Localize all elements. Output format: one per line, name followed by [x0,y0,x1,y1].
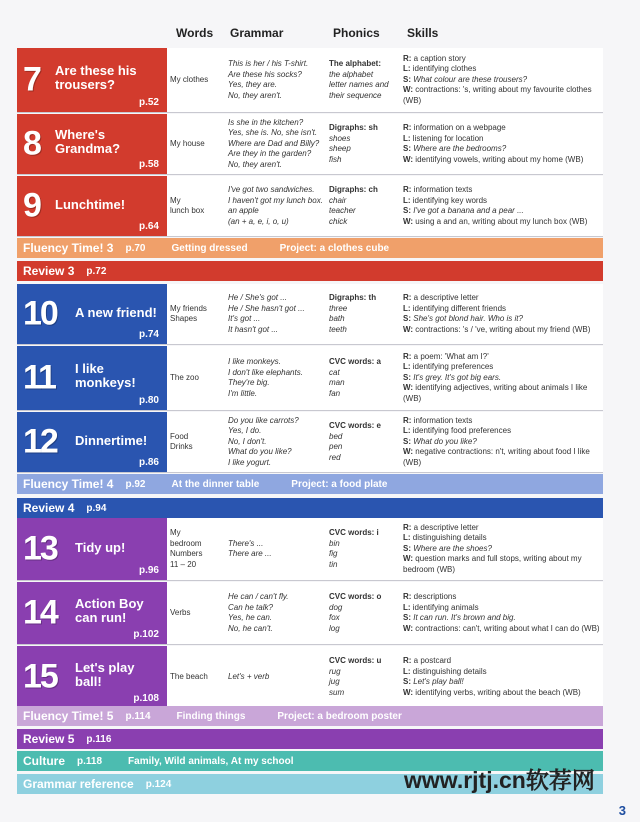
cell-line: Drinks [170,442,193,451]
section-band[interactable] [17,261,603,281]
cell-line: No, he can't. [228,623,273,633]
unit-title: Dinnertime! [75,432,148,448]
section-band[interactable] [17,498,603,518]
cell-line: teeth [329,324,347,334]
cell-line: R: a poem: 'What am I?' [403,351,489,361]
cell-line: W: negative contractions: n't, writing about food I like (WB) [403,447,590,467]
band-label: Review 5 [23,732,75,746]
section-band[interactable] [17,729,603,749]
cell-line: fox [329,613,340,622]
cell-line: S: Let's play ball! [403,677,464,686]
cell-line: I'm little. [228,388,258,398]
cell-line: S: What do you like? [403,436,477,446]
unit-page: p.108 [133,693,159,704]
cell-line: I haven't got my lunch box. [228,195,323,205]
phonics-cell [329,114,401,174]
cell-line: W: contractions: 's, writing about my favourite clothes (WB) [403,85,592,105]
unit-number: 14 [23,593,57,632]
unit-title-block[interactable] [17,284,167,344]
phonics-heading: Digraphs: sh [329,123,378,132]
cell-line: S: Where are the shoes? [403,543,492,553]
cell-line: L: listening for location [403,133,484,143]
band-page: p.70 [125,242,146,254]
cell-line: (an + a, e, i, o, u) [228,216,289,226]
words-cell [170,346,226,410]
cell-line: L: identifying clothes [403,64,477,74]
cell-line: tin [329,559,338,569]
cell-line: Is she in the kitchen? [228,117,304,127]
unit-number: 9 [23,186,40,225]
unit-title-block[interactable] [17,646,167,708]
phonics-cell [329,646,401,708]
unit-page: p.102 [133,629,159,640]
cell-line: R: a descriptive letter [403,522,479,532]
unit-title: Tidy up! [75,539,126,555]
band-label: Fluency Time! 3 [23,241,114,255]
words-cell [170,582,226,644]
unit-row [17,48,603,113]
band-project: Project: a food plate [291,478,388,490]
cell-line: bath [329,314,345,323]
cell-line: L: identifying animals [403,602,479,612]
band-label: Culture [23,754,65,768]
phonics-heading: Digraphs: ch [329,185,378,194]
cell-line: I've got two sandwiches. [228,185,315,194]
band-page: p.116 [86,733,112,745]
phonics-cell [329,176,401,236]
unit-row [17,412,603,473]
cell-line: It's got ... [228,314,261,323]
unit-number: 7 [23,60,40,99]
band-label: Grammar reference [23,777,134,791]
words-cell [170,518,226,580]
unit-row [17,518,603,581]
cell-line: S: What colour are these trousers? [403,74,528,84]
cell-line: I don't like elephants. [228,367,303,377]
skills-cell [403,176,603,236]
cell-line: W: using a and an, writing about my lunch box (WB) [403,216,588,226]
cell-line: Food [170,431,189,441]
cell-line: sheep [329,144,351,153]
unit-row [17,284,603,345]
cell-line: Verbs [170,607,191,617]
unit-row [17,176,603,237]
cell-line: pen [329,442,343,451]
cell-line: L: distinguishing details [403,533,487,543]
unit-row [17,114,603,175]
header-phonics: Phonics [333,26,380,40]
cell-line: teacher [329,206,356,215]
unit-title-block[interactable] [17,518,167,580]
cell-line: No, I don't. [228,436,267,446]
skills-cell [403,646,603,708]
band-label: Fluency Time! 5 [23,709,114,723]
band-page: p.118 [77,755,103,767]
cell-line: No, they aren't. [228,90,282,100]
words-cell [170,646,226,708]
band-project: Project: a bedroom poster [277,710,402,722]
skills-cell [403,114,603,174]
cell-line: Yes, he can. [228,613,273,622]
cell-line: The beach [170,671,208,681]
cell-line: L: identifying preferences [403,362,494,372]
cell-line: R: descriptions [403,592,457,601]
cell-line: No, they aren't. [228,159,282,169]
header-words: Words [176,26,214,40]
skills-cell [403,518,603,580]
grammar-cell [226,412,328,472]
unit-row [17,646,603,709]
skills-cell [403,412,603,472]
skills-cell [403,582,603,644]
cell-line: My [170,528,181,537]
cell-line: S: Where are the bedrooms? [403,144,507,153]
grammar-cell [226,346,328,410]
band-label: Review 3 [23,264,75,278]
cell-line: My [170,195,181,205]
band-page: p.72 [86,265,107,277]
cell-line: Where are Dad and Billy? [228,138,320,148]
cell-line: I like monkeys. [228,357,281,366]
cell-line: The zoo [170,372,199,382]
phonics-heading: CVC words: o [329,592,382,601]
phonics-heading: Digraphs: th [329,293,377,302]
unit-title: I like monkeys! [75,360,136,390]
skills-cell [403,284,603,344]
cell-line: R: a postcard [403,656,452,665]
cell-line: W: contractions: can't, writing about what I can do (WB) [403,623,600,633]
phonics-cell [329,412,401,472]
unit-title-block[interactable] [17,412,167,472]
cell-line: My house [170,138,205,148]
cell-line: R: information on a webpage [403,123,506,132]
cell-line: R: a caption story [403,53,466,63]
phonics-heading: CVC words: i [329,528,379,537]
cell-line: W: identifying adjectives, writing about animals I like (WB) [403,383,588,403]
cell-line: lunch box [170,206,205,215]
band-page: p.124 [145,778,172,790]
unit-title: Lunchtime! [55,196,126,212]
cell-line: Are these his socks? [228,69,302,79]
unit-page: p.64 [138,221,159,232]
unit-number: 10 [23,294,57,333]
cell-line: My clothes [170,74,209,84]
cell-line: He can / can't fly. [228,592,289,601]
cell-line: red [329,452,341,462]
band-topic: Finding things [176,710,246,722]
cell-line: Are they in the garden? [228,149,312,159]
unit-title-block[interactable] [17,346,167,410]
unit-page: p.96 [138,565,159,576]
words-cell [170,114,226,174]
cell-line: W: question marks and full stops, writing about my bedroom (WB) [403,554,582,574]
phonics-heading: CVC words: e [329,421,382,430]
cell-line: man [329,378,345,387]
cell-line: W: contractions: 's / 've, writing about my friend (WB) [403,324,591,334]
band-label: Fluency Time! 4 [23,477,114,491]
cell-line: He / She hasn't got ... [228,303,305,313]
cell-line: their sequence [329,90,382,100]
cell-line: S: It can run. It's brown and big. [403,613,516,622]
band-project: Project: a clothes cube [279,242,390,254]
cell-line: What do you like? [228,447,292,457]
cell-line: L: distinguishing details [403,666,487,676]
section-band[interactable] [17,238,603,258]
grammar-cell [226,114,328,174]
phonics-cell [329,48,401,112]
words-cell [170,284,226,344]
cell-line: cat [329,367,340,377]
phonics-cell [329,582,401,644]
band-page: p.114 [125,710,151,722]
cell-line: chair [329,195,347,205]
cell-line: Yes, I do. [228,426,262,436]
unit-title: Let's play ball! [75,659,135,689]
cell-line: W: identifying vowels, writing about my home (WB) [403,154,584,164]
section-band[interactable] [17,706,603,726]
unit-number: 15 [23,657,57,696]
cell-line: fig [329,549,338,558]
words-cell [170,48,226,112]
phonics-heading: The alphabet: [329,59,382,68]
cell-line: Shapes [170,314,198,323]
band-topic: Family, Wild animals, At my school [128,755,294,767]
unit-page: p.58 [138,159,159,170]
cell-line: Let's + verb [228,671,270,681]
page-number: 3 [618,803,626,818]
cell-line: L: identifying food preferences [403,426,512,436]
unit-title-block[interactable] [17,176,167,236]
cell-line: L: identifying different friends [403,303,507,313]
cell-line: rug [329,666,341,676]
band-page: p.94 [86,502,107,514]
unit-page: p.86 [138,457,159,468]
cell-line: three [329,303,348,313]
cell-line: S: I've got a banana and a pear ... [403,206,524,215]
cell-line: It hasn't got ... [228,324,278,334]
cell-line: shoes [329,133,351,143]
phonics-cell [329,346,401,410]
cell-line: Do you like carrots? [228,415,299,425]
header-grammar: Grammar [230,26,284,40]
unit-number: 12 [23,422,57,461]
band-page: p.92 [125,478,146,490]
cell-line: sum [329,687,345,697]
cell-line: Can he talk? [228,602,273,612]
unit-title: Action Boy can run! [75,595,144,625]
grammar-cell [226,176,328,236]
cell-line: dog [329,602,343,612]
band-label: Review 4 [23,501,75,515]
cell-line: S: She's got blond hair. Who is it? [403,314,523,323]
words-cell [170,412,226,472]
cell-line: L: identifying key words [403,195,488,205]
cell-line: Numbers [170,549,203,558]
words-cell [170,176,226,236]
cell-line: My friends [170,303,207,313]
watermark-text: www.rjtj.cn软荐网 [404,767,595,793]
cell-line: Yes, they are. [228,80,277,89]
cell-line: an apple [228,206,259,215]
unit-number: 13 [23,529,57,568]
cell-line: bed [329,431,343,441]
cell-line: fish [329,154,342,164]
unit-page: p.74 [138,329,159,340]
unit-title: Are these his trousers? [55,62,137,92]
skills-cell [403,48,603,112]
phonics-cell [329,518,401,580]
unit-title-block[interactable] [17,48,167,112]
unit-title-block[interactable] [17,114,167,174]
grammar-cell [226,646,328,708]
cell-line: letter names and [329,80,389,89]
cell-line: This is her / his T-shirt. [228,59,309,68]
section-band[interactable] [17,474,603,494]
cell-line: 11 – 20 [170,559,197,569]
grammar-cell [226,284,328,344]
cell-line: There are ... [228,549,272,558]
unit-title: A new friend! [75,304,157,320]
cell-line: the alphabet [329,69,374,79]
cell-line: He / She's got ... [228,293,287,302]
cell-line: R: information texts [403,185,473,194]
unit-row [17,346,603,411]
phonics-heading: CVC words: u [329,656,382,665]
cell-line: chick [329,216,348,226]
unit-row [17,582,603,645]
phonics-cell [329,284,401,344]
phonics-heading: CVC words: a [329,357,382,366]
cell-line: fan [329,388,341,398]
cell-line: R: a descriptive letter [403,293,479,302]
cell-line: Yes, she is. No, she isn't. [228,128,318,138]
cell-line: There's ... [228,538,264,548]
cell-line: S: It's grey. It's got big ears. [403,372,502,382]
unit-number: 8 [23,124,40,163]
cell-line: R: information texts [403,415,473,425]
cell-line: bedroom [170,538,202,548]
cell-line: I like yogurt. [228,457,272,467]
cell-line: bin [329,538,340,548]
skills-cell [403,346,603,410]
unit-title-block[interactable] [17,582,167,644]
band-topic: Getting dressed [171,242,248,254]
header-skills: Skills [407,26,439,40]
cell-line: W: identifying verbs, writing about the beach (WB) [403,687,581,697]
cell-line: log [329,623,340,633]
grammar-cell [226,582,328,644]
grammar-cell [226,48,328,112]
cell-line: They're big. [228,378,270,387]
cell-line: jug [329,677,340,686]
unit-title: Where's Grandma? [55,126,121,156]
grammar-cell [226,518,328,580]
band-topic: At the dinner table [171,478,260,490]
unit-number: 11 [23,358,55,397]
unit-page: p.52 [138,97,159,108]
unit-page: p.80 [138,395,159,406]
